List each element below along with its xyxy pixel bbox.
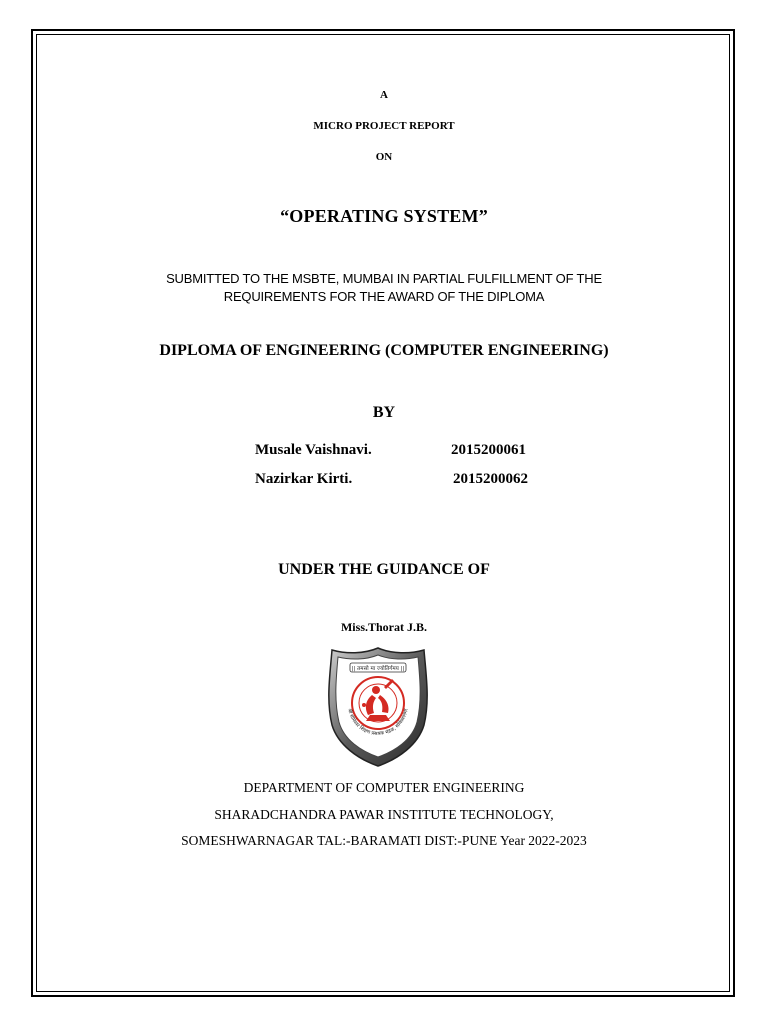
logo-ring-text: श्री सोमेश्वर शिक्षण प्रसारक मंडळ, सोमेश्वरनगर (346, 708, 410, 738)
submission-line-1: SUBMITTED TO THE MSBTE, MUMBAI IN PARTIAL FULFILLMENT OF THE (166, 271, 602, 286)
student-roll-1: 2015200061 (451, 442, 526, 458)
institute-line: SHARADCHANDRA PAWAR INSTITUTE TECHNOLOGY, (214, 807, 554, 822)
department-line: DEPARTMENT OF COMPUTER ENGINEERING (243, 780, 525, 795)
diploma-heading: DIPLOMA OF ENGINEERING (COMPUTER ENGINEERING) (159, 342, 609, 359)
project-title: “OPERATING SYSTEM” (280, 206, 488, 226)
guide-name: Miss.Thorat J.B. (340, 620, 427, 634)
article-a: A (380, 89, 388, 101)
institute-logo (326, 645, 430, 769)
address-line: SOMESHWARNAGAR TAL:-BARAMATI DIST:-PUNE Year 2022-2023 (181, 833, 587, 848)
guidance-heading: UNDER THE GUIDANCE OF (278, 561, 490, 578)
on-label: ON (375, 151, 393, 163)
institute-crest-icon (326, 645, 430, 769)
logo-motto: || तमसो मा ज्योतिर्गमय || (351, 666, 405, 672)
submission-line-2: REQUIREMENTS FOR THE AWARD OF THE DIPLOMA (223, 289, 545, 304)
by-label: BY (372, 404, 396, 421)
student-name-1: Musale Vaishnavi. (255, 442, 372, 458)
student-roll-2: 2015200062 (453, 471, 528, 487)
report-type: MICRO PROJECT REPORT (313, 120, 455, 132)
student-name-2: Nazirkar Kirti. (255, 471, 353, 487)
